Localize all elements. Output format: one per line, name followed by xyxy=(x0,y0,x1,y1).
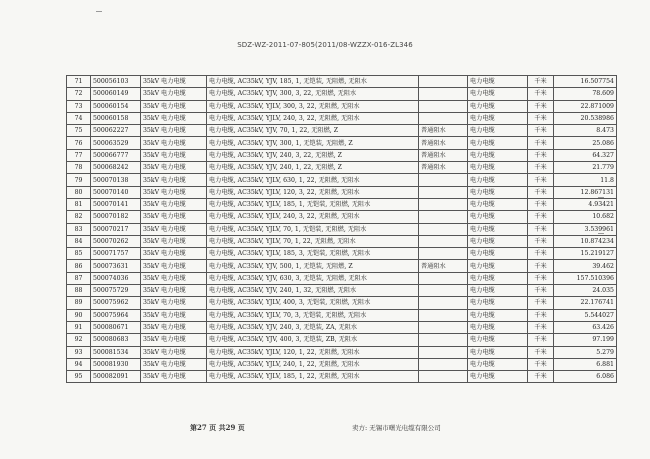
cell-unit: 千米 xyxy=(528,334,554,346)
cell-material-code: 500070262 xyxy=(91,235,141,247)
cell-water-blocking xyxy=(419,174,468,186)
cell-row-index: 81 xyxy=(67,198,91,210)
table-row xyxy=(67,198,617,210)
cell-row-index: 85 xyxy=(67,248,91,260)
cell-row-index: 83 xyxy=(67,223,91,235)
cell-material-name: 35kV 电力电缆 xyxy=(141,174,207,186)
cell-material-code: 500075964 xyxy=(91,309,141,321)
cell-specification: 电力电缆, AC35kV, YJLV, 120, 1, 22, 无阻燃, 无阻水 xyxy=(207,346,419,358)
cell-quantity: 10.682 xyxy=(554,211,617,223)
cell-material-name: 35kV 电力电缆 xyxy=(141,358,207,370)
table-row xyxy=(67,112,617,124)
cell-quantity: 64.327 xyxy=(554,149,617,161)
cell-water-blocking xyxy=(419,100,468,112)
cell-material-name: 35kV 电力电缆 xyxy=(141,100,207,112)
table-row xyxy=(67,285,617,297)
cell-row-index: 94 xyxy=(67,358,91,370)
scan-mark xyxy=(96,11,102,12)
cell-specification: 电力电缆, AC35kV, YJV, 240, 3, 22, 无阻燃, Z xyxy=(207,149,419,161)
cell-water-blocking xyxy=(419,309,468,321)
scan-mark xyxy=(598,233,604,234)
cell-specification: 电力电缆, AC35kV, YJLV, 70, 1, 无铠装, 无阻燃, 无阻水 xyxy=(207,223,419,235)
cell-row-index: 75 xyxy=(67,125,91,137)
table-row xyxy=(67,137,617,149)
cell-specification: 电力电缆, AC35kV, YJV, 630, 3, 无铠装, 无阻燃, 无阻水 xyxy=(207,272,419,284)
cell-water-blocking: 普通阻水 xyxy=(419,260,468,272)
cell-material-code: 500060158 xyxy=(91,112,141,124)
cell-material-name: 35kV 电力电缆 xyxy=(141,186,207,198)
cell-material-code: 500080671 xyxy=(91,321,141,333)
cell-water-blocking xyxy=(419,88,468,100)
cable-item-table xyxy=(66,75,617,383)
table-row xyxy=(67,235,617,247)
cell-water-blocking: 普通阻水 xyxy=(419,149,468,161)
cell-unit: 千米 xyxy=(528,260,554,272)
cell-material-code: 500056103 xyxy=(91,76,141,88)
cell-unit: 千米 xyxy=(528,88,554,100)
cell-unit: 千米 xyxy=(528,162,554,174)
cell-material-code: 500074036 xyxy=(91,272,141,284)
cell-row-index: 79 xyxy=(67,174,91,186)
cell-water-blocking xyxy=(419,285,468,297)
cell-unit: 千米 xyxy=(528,76,554,88)
cell-water-blocking xyxy=(419,346,468,358)
cell-material-code: 500060149 xyxy=(91,88,141,100)
table-row xyxy=(67,248,617,260)
cell-row-index: 71 xyxy=(67,76,91,88)
cell-category: 电力电缆 xyxy=(468,235,528,247)
cell-row-index: 78 xyxy=(67,162,91,174)
table-row xyxy=(67,358,617,370)
cell-material-code: 500081534 xyxy=(91,346,141,358)
cell-unit: 千米 xyxy=(528,248,554,260)
table-row xyxy=(67,223,617,235)
cell-category: 电力电缆 xyxy=(468,125,528,137)
cell-water-blocking xyxy=(419,235,468,247)
cell-material-name: 35kV 电力电缆 xyxy=(141,285,207,297)
cell-material-name: 35kV 电力电缆 xyxy=(141,235,207,247)
cell-specification: 电力电缆, AC35kV, YJV, 185, 1, 无铠装, 无阻燃, 无阻水 xyxy=(207,76,419,88)
cell-material-name: 35kV 电力电缆 xyxy=(141,248,207,260)
cell-quantity: 6.881 xyxy=(554,358,617,370)
cell-water-blocking xyxy=(419,112,468,124)
cell-quantity: 25.086 xyxy=(554,137,617,149)
cell-unit: 千米 xyxy=(528,358,554,370)
cell-specification: 电力电缆, AC35kV, YJLV, 240, 3, 22, 无阻燃, 无阻水 xyxy=(207,112,419,124)
table-row xyxy=(67,211,617,223)
cell-material-code: 500075729 xyxy=(91,285,141,297)
table-row xyxy=(67,186,617,198)
table-row xyxy=(67,76,617,88)
cell-specification: 电力电缆, AC35kV, YJLV, 240, 1, 22, 无阻燃, 无阻水 xyxy=(207,358,419,370)
table-row xyxy=(67,297,617,309)
cell-row-index: 92 xyxy=(67,334,91,346)
cell-quantity: 11.8 xyxy=(554,174,617,186)
cell-category: 电力电缆 xyxy=(468,346,528,358)
cell-quantity: 22.871009 xyxy=(554,100,617,112)
cell-material-name: 35kV 电力电缆 xyxy=(141,371,207,383)
cell-material-code: 500063529 xyxy=(91,137,141,149)
cell-category: 电力电缆 xyxy=(468,100,528,112)
table-row xyxy=(67,174,617,186)
cell-specification: 电力电缆, AC35kV, YJV, 400, 3, 无铠装, ZB, 无阻水 xyxy=(207,334,419,346)
cell-water-blocking xyxy=(419,334,468,346)
cell-category: 电力电缆 xyxy=(468,309,528,321)
cell-material-name: 35kV 电力电缆 xyxy=(141,309,207,321)
cell-quantity: 16.507754 xyxy=(554,76,617,88)
cell-unit: 千米 xyxy=(528,272,554,284)
cell-material-name: 35kV 电力电缆 xyxy=(141,125,207,137)
cell-specification: 电力电缆, AC35kV, YJV, 240, 1, 22, 无阻燃, Z xyxy=(207,162,419,174)
cell-material-code: 500081930 xyxy=(91,358,141,370)
cell-row-index: 93 xyxy=(67,346,91,358)
cell-material-code: 500070217 xyxy=(91,223,141,235)
cell-specification: 电力电缆, AC35kV, YJV, 300, 3, 22, 无阻燃, 无阻水 xyxy=(207,88,419,100)
cell-quantity: 78.609 xyxy=(554,88,617,100)
cell-specification: 电力电缆, AC35kV, YJLV, 240, 3, 22, 无阻燃, 无阻水 xyxy=(207,211,419,223)
cell-unit: 千米 xyxy=(528,309,554,321)
cell-row-index: 84 xyxy=(67,235,91,247)
cell-specification: 电力电缆, AC35kV, YJLV, 120, 3, 22, 无阻燃, 无阻水 xyxy=(207,186,419,198)
cell-quantity: 15.219127 xyxy=(554,248,617,260)
cell-specification: 电力电缆, AC35kV, YJV, 240, 3, 无铠装, ZA, 无阻水 xyxy=(207,321,419,333)
table-row xyxy=(67,149,617,161)
cell-material-name: 35kV 电力电缆 xyxy=(141,162,207,174)
cell-quantity: 63.426 xyxy=(554,321,617,333)
cell-material-code: 500073631 xyxy=(91,260,141,272)
cell-row-index: 76 xyxy=(67,137,91,149)
cell-quantity: 10.874234 xyxy=(554,235,617,247)
cell-material-name: 35kV 电力电缆 xyxy=(141,260,207,272)
cell-material-code: 500068242 xyxy=(91,162,141,174)
scan-mark xyxy=(598,197,604,198)
cell-quantity: 12.867131 xyxy=(554,186,617,198)
table-row xyxy=(67,309,617,321)
cell-specification: 电力电缆, AC35kV, YJV, 300, 1, 无铠装, 无阻燃, Z xyxy=(207,137,419,149)
table-row xyxy=(67,100,617,112)
cell-water-blocking xyxy=(419,248,468,260)
cell-water-blocking: 普通阻水 xyxy=(419,137,468,149)
cell-specification: 电力电缆, AC35kV, YJLV, 185, 1, 无铠装, 无阻燃, 无阻水 xyxy=(207,198,419,210)
cell-category: 电力电缆 xyxy=(468,174,528,186)
cell-water-blocking xyxy=(419,321,468,333)
cell-specification: 电力电缆, AC35kV, YJLV, 185, 3, 无铠装, 无阻燃, 无阻水 xyxy=(207,248,419,260)
cell-material-code: 500070138 xyxy=(91,174,141,186)
cell-unit: 千米 xyxy=(528,125,554,137)
cell-material-name: 35kV 电力电缆 xyxy=(141,321,207,333)
cell-material-code: 500071757 xyxy=(91,248,141,260)
cell-row-index: 86 xyxy=(67,260,91,272)
cell-water-blocking xyxy=(419,76,468,88)
table-row xyxy=(67,162,617,174)
cell-material-name: 35kV 电力电缆 xyxy=(141,112,207,124)
cell-category: 电力电缆 xyxy=(468,285,528,297)
cell-water-blocking xyxy=(419,272,468,284)
cell-category: 电力电缆 xyxy=(468,186,528,198)
cell-category: 电力电缆 xyxy=(468,334,528,346)
cell-material-code: 500070141 xyxy=(91,198,141,210)
cell-water-blocking xyxy=(419,371,468,383)
cell-material-code: 500082091 xyxy=(91,371,141,383)
cell-quantity: 20.538986 xyxy=(554,112,617,124)
cell-specification: 电力电缆, AC35kV, YJV, 240, 1, 32, 无阻燃, 无阻水 xyxy=(207,285,419,297)
cell-unit: 千米 xyxy=(528,186,554,198)
cell-row-index: 72 xyxy=(67,88,91,100)
cell-water-blocking xyxy=(419,358,468,370)
cell-quantity: 21.779 xyxy=(554,162,617,174)
cell-category: 电力电缆 xyxy=(468,88,528,100)
cell-material-code: 500060154 xyxy=(91,100,141,112)
table-row xyxy=(67,371,617,383)
cell-water-blocking xyxy=(419,297,468,309)
cell-material-code: 500070182 xyxy=(91,211,141,223)
cell-material-code: 500070140 xyxy=(91,186,141,198)
seller-label: 卖方: 无锡市曙光电缆有限公司 xyxy=(352,424,441,432)
cell-unit: 千米 xyxy=(528,285,554,297)
cell-material-code: 500075962 xyxy=(91,297,141,309)
cell-material-name: 35kV 电力电缆 xyxy=(141,149,207,161)
page-number: 第27 页 共29 页 xyxy=(190,423,245,432)
cell-material-name: 35kV 电力电缆 xyxy=(141,137,207,149)
cell-unit: 千米 xyxy=(528,211,554,223)
cell-specification: 电力电缆, AC35kV, YJLV, 70, 1, 22, 无阻燃, 无阻水 xyxy=(207,235,419,247)
cell-category: 电力电缆 xyxy=(468,162,528,174)
cell-unit: 千米 xyxy=(528,297,554,309)
cell-unit: 千米 xyxy=(528,149,554,161)
cell-category: 电力电缆 xyxy=(468,260,528,272)
cell-specification: 电力电缆, AC35kV, YJLV, 630, 1, 22, 无阻燃, 无阻水 xyxy=(207,174,419,186)
cell-specification: 电力电缆, AC35kV, YJLV, 185, 1, 22, 无阻燃, 无阻水 xyxy=(207,371,419,383)
table-row xyxy=(67,321,617,333)
cell-row-index: 89 xyxy=(67,297,91,309)
cell-unit: 千米 xyxy=(528,100,554,112)
cell-material-code: 500062227 xyxy=(91,125,141,137)
cell-unit: 千米 xyxy=(528,321,554,333)
cell-material-name: 35kV 电力电缆 xyxy=(141,297,207,309)
cell-row-index: 74 xyxy=(67,112,91,124)
table-row xyxy=(67,272,617,284)
cell-quantity: 8.473 xyxy=(554,125,617,137)
cell-unit: 千米 xyxy=(528,235,554,247)
cell-quantity: 6.086 xyxy=(554,371,617,383)
cell-row-index: 88 xyxy=(67,285,91,297)
cell-quantity: 22.176741 xyxy=(554,297,617,309)
cell-category: 电力电缆 xyxy=(468,149,528,161)
cell-quantity: 24.035 xyxy=(554,285,617,297)
cell-category: 电力电缆 xyxy=(468,137,528,149)
table-row xyxy=(67,125,617,137)
cell-water-blocking xyxy=(419,198,468,210)
cell-material-name: 35kV 电力电缆 xyxy=(141,346,207,358)
cell-material-name: 35kV 电力电缆 xyxy=(141,198,207,210)
cell-specification: 电力电缆, AC35kV, YJLV, 400, 3, 无铠装, 无阻燃, 无阻水 xyxy=(207,297,419,309)
table-row xyxy=(67,260,617,272)
cell-category: 电力电缆 xyxy=(468,321,528,333)
cell-category: 电力电缆 xyxy=(468,198,528,210)
cell-material-code: 500080683 xyxy=(91,334,141,346)
cell-unit: 千米 xyxy=(528,174,554,186)
cell-category: 电力电缆 xyxy=(468,76,528,88)
cell-material-name: 35kV 电力电缆 xyxy=(141,334,207,346)
cell-category: 电力电缆 xyxy=(468,248,528,260)
cell-water-blocking: 普通阻水 xyxy=(419,162,468,174)
cell-specification: 电力电缆, AC35kV, YJV, 70, 1, 22, 无阻燃, Z xyxy=(207,125,419,137)
cell-water-blocking xyxy=(419,223,468,235)
cell-category: 电力电缆 xyxy=(468,358,528,370)
table-row xyxy=(67,334,617,346)
cell-water-blocking xyxy=(419,211,468,223)
cell-category: 电力电缆 xyxy=(468,297,528,309)
cell-quantity: 97.199 xyxy=(554,334,617,346)
cell-quantity: 5.544027 xyxy=(554,309,617,321)
document-code: SDZ-WZ-2011-07-805(2011/08-WZZX-016-ZL346 xyxy=(237,41,413,49)
cell-row-index: 87 xyxy=(67,272,91,284)
cell-material-name: 35kV 电力电缆 xyxy=(141,211,207,223)
cell-unit: 千米 xyxy=(528,346,554,358)
cell-material-name: 35kV 电力电缆 xyxy=(141,223,207,235)
cell-category: 电力电缆 xyxy=(468,272,528,284)
cell-category: 电力电缆 xyxy=(468,211,528,223)
cell-unit: 千米 xyxy=(528,198,554,210)
table-row xyxy=(67,346,617,358)
cell-row-index: 95 xyxy=(67,371,91,383)
cell-specification: 电力电缆, AC35kV, YJV, 500, 1, 无铠装, 无阻燃, Z xyxy=(207,260,419,272)
cell-specification: 电力电缆, AC35kV, YJLV, 300, 3, 22, 无阻燃, 无阻水 xyxy=(207,100,419,112)
cell-material-name: 35kV 电力电缆 xyxy=(141,88,207,100)
cell-water-blocking xyxy=(419,186,468,198)
cell-row-index: 90 xyxy=(67,309,91,321)
cell-material-name: 35kV 电力电缆 xyxy=(141,76,207,88)
cell-unit: 千米 xyxy=(528,371,554,383)
cell-row-index: 91 xyxy=(67,321,91,333)
cell-category: 电力电缆 xyxy=(468,112,528,124)
cell-quantity: 5.279 xyxy=(554,346,617,358)
cell-row-index: 80 xyxy=(67,186,91,198)
cell-unit: 千米 xyxy=(528,137,554,149)
table-row xyxy=(67,88,617,100)
cell-quantity: 4.93421 xyxy=(554,198,617,210)
cell-unit: 千米 xyxy=(528,223,554,235)
cell-quantity: 157.510396 xyxy=(554,272,617,284)
cell-quantity: 39.462 xyxy=(554,260,617,272)
cell-water-blocking: 普通阻水 xyxy=(419,125,468,137)
cell-unit: 千米 xyxy=(528,112,554,124)
cell-row-index: 77 xyxy=(67,149,91,161)
cell-row-index: 82 xyxy=(67,211,91,223)
cell-specification: 电力电缆, AC35kV, YJLV, 70, 3, 无铠装, 无阻燃, 无阻水 xyxy=(207,309,419,321)
cell-material-code: 500066777 xyxy=(91,149,141,161)
cell-category: 电力电缆 xyxy=(468,371,528,383)
cell-material-name: 35kV 电力电缆 xyxy=(141,272,207,284)
cell-category: 电力电缆 xyxy=(468,223,528,235)
cell-row-index: 73 xyxy=(67,100,91,112)
cell-quantity: 3.539961 xyxy=(554,223,617,235)
